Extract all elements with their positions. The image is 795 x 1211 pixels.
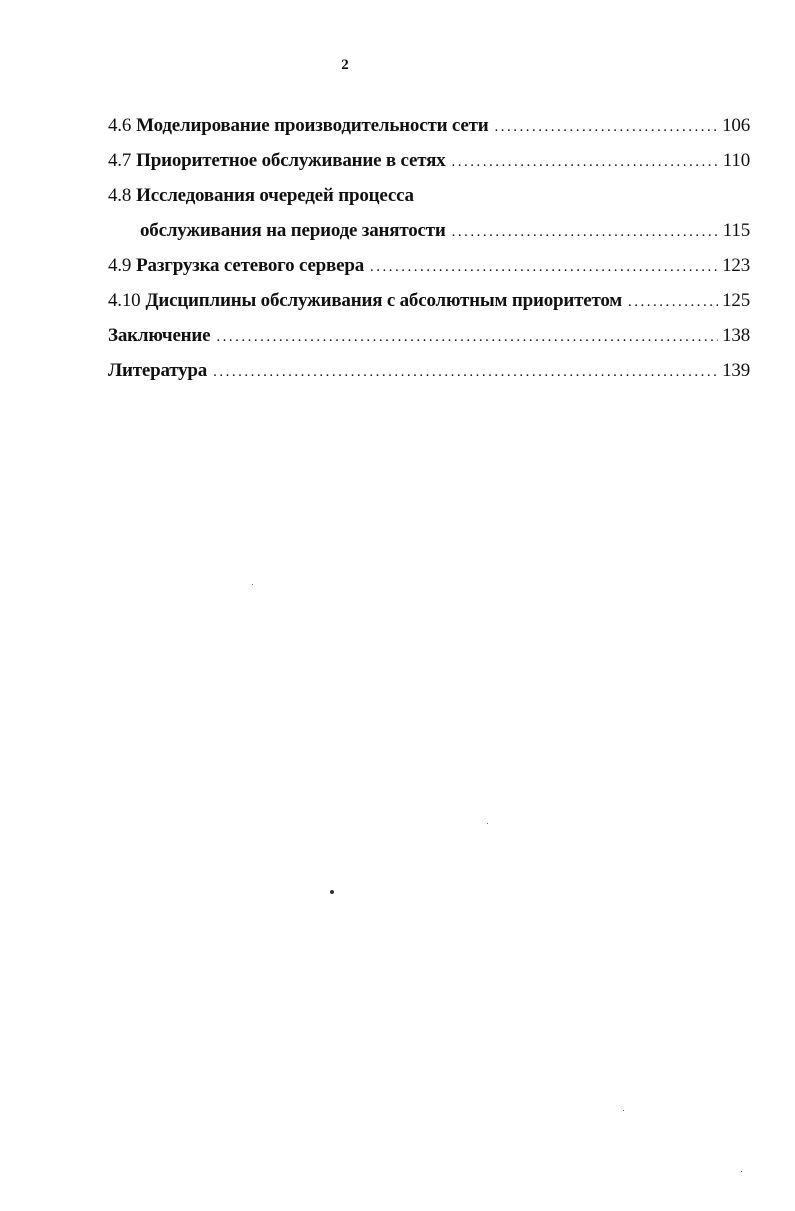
- toc-entry-title: Литература: [108, 360, 208, 381]
- toc-entry-title: Исследования очередей процесса: [136, 185, 414, 206]
- dot-leader: [213, 355, 718, 390]
- dot-leader: [216, 320, 718, 355]
- scan-speck: [487, 823, 488, 824]
- dot-leader: [452, 215, 719, 250]
- dot-leader: [628, 285, 718, 320]
- table-of-contents: [108, 108, 750, 388]
- toc-entry-number: 4.7: [108, 150, 132, 171]
- toc-entry-number: 4.10: [108, 290, 141, 311]
- toc-entry-page: 138: [722, 325, 750, 346]
- toc-entry-page: 110: [722, 150, 750, 171]
- toc-entry-conclusion[interactable]: [108, 318, 750, 353]
- scan-speck: [330, 890, 334, 894]
- toc-entry-title: Приоритетное обслуживание в сетях: [136, 150, 446, 171]
- scan-speck: [741, 1171, 742, 1172]
- toc-entry-title: обслуживания на периоде занятости: [140, 220, 446, 241]
- toc-entry-4-9[interactable]: [108, 248, 750, 283]
- toc-entry-title: Разгрузка сетевого сервера: [136, 255, 365, 276]
- toc-entry-4-7[interactable]: [108, 143, 750, 178]
- page-number: 2: [341, 57, 349, 73]
- toc-entry-4-10[interactable]: [108, 283, 750, 318]
- toc-entry-page: 125: [722, 290, 750, 311]
- toc-entry-title: Дисциплины обслуживания с абсолютным приоритетом: [145, 290, 623, 311]
- toc-entry-4-8-continuation[interactable]: [108, 213, 750, 248]
- toc-entry-number: 4.6: [108, 115, 132, 136]
- toc-entry-title: Моделирование производительности сети: [136, 115, 489, 136]
- scan-speck: [623, 1110, 624, 1111]
- dot-leader: [494, 110, 718, 145]
- toc-entry-4-6[interactable]: [108, 108, 750, 143]
- toc-entry-number: 4.8: [108, 185, 132, 206]
- toc-entry-page: 106: [722, 115, 750, 136]
- dot-leader: [451, 145, 718, 180]
- toc-entry-4-8[interactable]: [108, 178, 750, 213]
- toc-entry-title: Заключение: [108, 325, 211, 346]
- scan-speck: [252, 584, 253, 585]
- dot-leader: [370, 250, 718, 285]
- toc-entry-page: 115: [722, 220, 750, 241]
- toc-entry-number: 4.9: [108, 255, 132, 276]
- toc-entry-page: 139: [722, 360, 750, 381]
- toc-entry-page: 123: [722, 255, 750, 276]
- toc-entry-literature[interactable]: [108, 353, 750, 388]
